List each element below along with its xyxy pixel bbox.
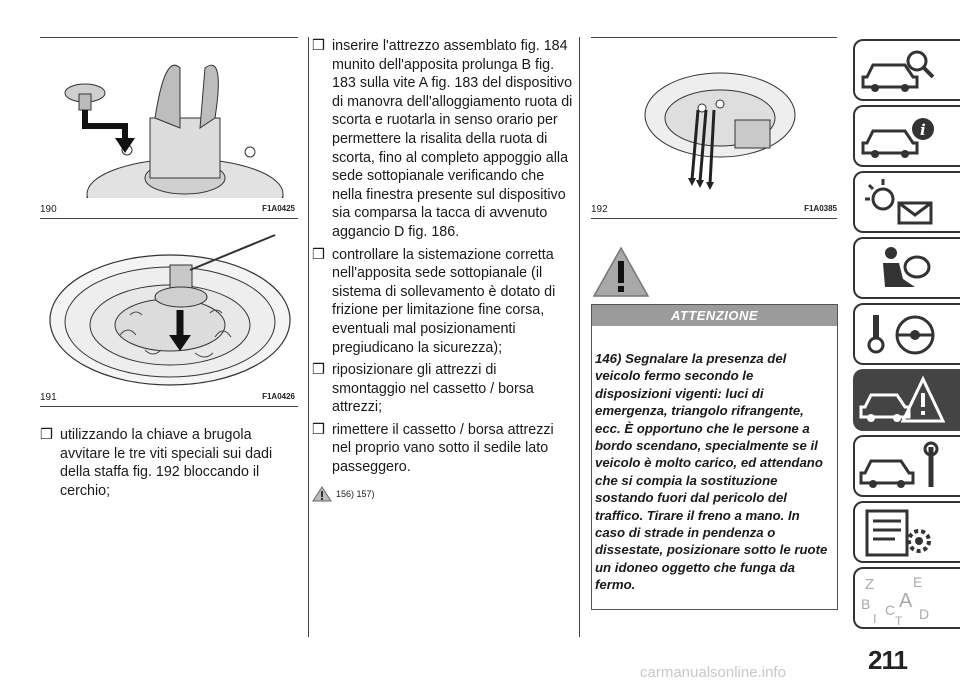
watermark: carmanualsonline.info [640,664,786,681]
figure-191-image [45,225,295,387]
index-letter: D [919,606,930,622]
figure-191-code: F1A0426 [262,392,295,401]
bullet-text: controllare la sistemazione corretta nell'apposita sede sottopianale (il sistema di sollevamento è dotato di frizione per limitazione fine corsa, eventuali mal posizionamenti pregiudicano la sicurezza); [332,246,556,356]
bullet-text: rimettere il cassetto / borsa attrezzi nel proprio vano sotto il sedile lato passeggero. [332,421,554,476]
bullet-item [312,361,574,417]
bullet-item [312,246,574,358]
top-rule-left [40,37,298,38]
bullet-mark: ❒ [312,421,325,438]
figure-192-code: F1A0385 [804,204,837,213]
index-letter: A [899,590,913,612]
tab-technical-data[interactable] [853,501,960,563]
index-letter: Z [865,576,875,593]
index-letter: B [861,596,871,612]
bullet-mark: ❒ [312,38,325,54]
index-letter: I [873,611,877,626]
warning-body [592,326,837,594]
checklist-gear-icon [855,503,945,561]
bullet-text: utilizzando la chiave a brugola avvitare le tre viti speciali sui dadi della staffa fig. 192 bloccando il cerchio; [60,427,273,499]
car-wrench-icon [855,437,945,495]
figure-190-code: F1A0425 [262,204,295,213]
bullet-text: riposizionare gli attrezzi di smontaggio nel cassetto / borsa attrezzi; [332,362,534,416]
bullet-mark: ❒ [312,362,325,379]
figure-192-number: 192 [591,204,608,215]
references-text: 156) 157) [336,488,375,499]
column-separator-1 [308,37,309,637]
svg-text:i: i [920,121,926,139]
bullet-item [40,426,300,500]
warning-triangle-icon [592,246,650,298]
figure-191-number: 191 [40,392,57,403]
bullet-item [312,37,574,242]
figure-190-image [55,48,285,198]
airbag-seat-icon [855,239,945,297]
figure-190-number: 190 [40,204,57,215]
warning-title: ATTENZIONE [592,305,837,326]
warning-number: 146) [595,351,622,366]
lights-envelope-icon [855,173,945,231]
index-letter: E [913,574,923,590]
tab-car-search[interactable] [853,39,960,101]
car-info-icon [855,107,945,165]
tab-emergency[interactable] [853,369,960,431]
bullet-item [312,421,574,477]
tab-airbag-seat[interactable] [853,237,960,299]
tab-index[interactable] [853,567,960,629]
car-triangle-icon [855,371,945,429]
warning-text: Segnalare la presenza del veicolo fermo secondo le disposizioni vigenti: luci di emergenza, triangolo rifrangente, ecc. È opportuno che le persone a bordo scendano, specialmente se il veicolo è molto carico, ed attendano che si compia la sostituzione sostando fuori dal pericolo del traffico. Tirare il freno a mano. In caso di strade in pendenza o dissestate, posizionare sotto le ruote un idoneo oggetto che funga da fermo. [595,351,828,593]
page-number: 211 [868,645,907,675]
figure-190-rule [40,218,298,219]
top-rule-right [591,37,837,38]
warning-references [312,485,574,504]
middle-column-text [312,37,574,503]
steering-key-icon [855,305,945,363]
left-column-text [40,426,300,504]
warning-box [591,304,838,610]
tab-maintenance[interactable] [853,435,960,497]
tab-lights-messages[interactable] [853,171,960,233]
index-letter: T [895,614,903,627]
figure-192-rule [591,218,837,219]
index-letter: C [885,602,896,618]
tab-steering-key[interactable] [853,303,960,365]
bullet-mark: ❒ [312,246,325,263]
figure-191-rule [40,406,298,407]
figure-192-image [640,60,800,190]
small-warning-icon [312,486,332,502]
bullet-mark: ❒ [40,427,53,443]
car-search-icon [855,41,945,99]
bullet-text: inserire l'attrezzo assemblato fig. 184 munito dell'apposita prolunga B fig. 183 sulla vite A fig. 183 del dispositivo di manovra dell'alloggiamento ruota di scorta e ruotarla in senso orario per permettere la risalita della ruota di scorta, fino al completo appoggio alla sede sottopianale verificando che nella finestra presente sul dispositivo sia comparsa la tacca di avvenuto aggancio D fig. 186. [332,38,573,240]
tab-car-info[interactable] [853,105,960,167]
alphabet-index-icon [855,569,955,627]
column-separator-2 [579,37,580,637]
